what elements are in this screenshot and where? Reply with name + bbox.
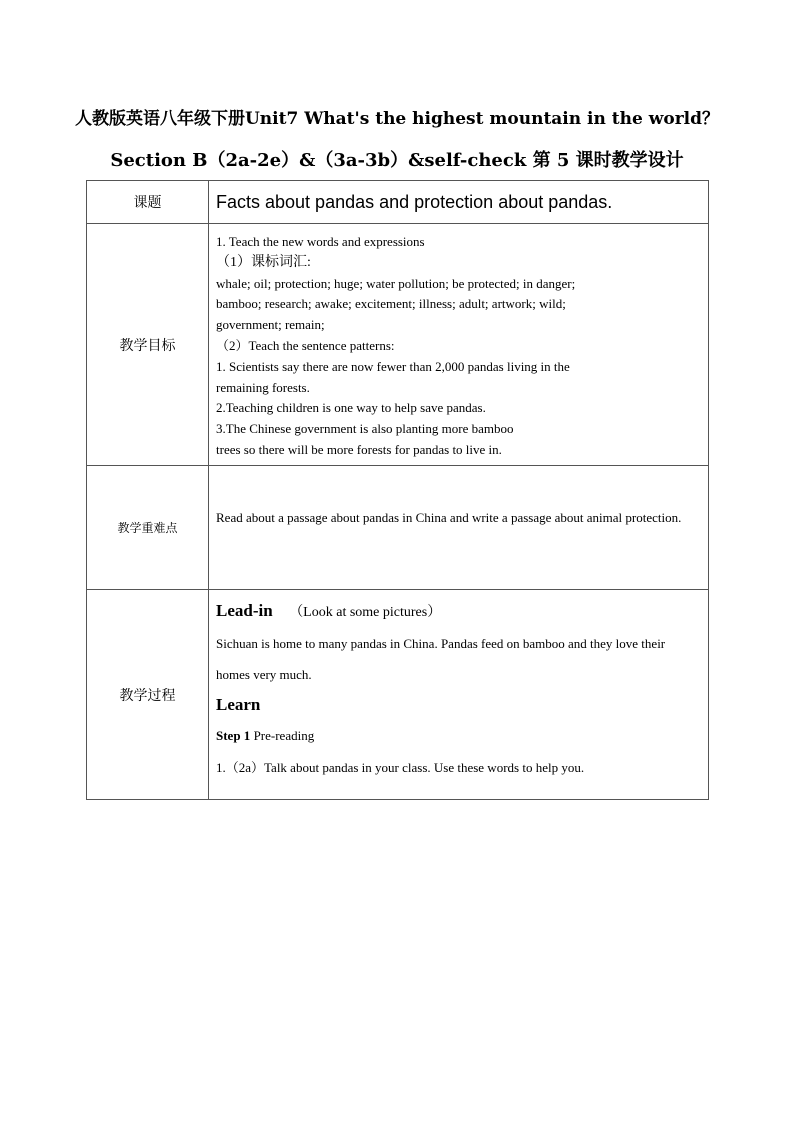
lead-in-paragraph-line: homes very much. xyxy=(216,667,312,682)
objective-line: 2.Teaching children is one way to help save pandas. xyxy=(216,400,486,416)
topic-text: Facts about pandas and protection about pandas. xyxy=(216,192,613,212)
content-objectives xyxy=(209,224,709,466)
label-difficulties: 教学重难点 xyxy=(87,466,209,590)
lesson-plan-table xyxy=(86,180,709,800)
process-text xyxy=(216,590,700,784)
objective-line: 3.The Chinese government is also planting more bamboo xyxy=(216,421,514,437)
objective-line: trees so there will be more forests for pandas to live in. xyxy=(216,441,502,457)
content-difficulties xyxy=(209,466,709,590)
label-process: 教学过程 xyxy=(87,590,209,800)
lead-in-heading: Lead-in xyxy=(216,601,273,620)
lead-in-note: （Look at some pictures） xyxy=(289,605,442,620)
content-process xyxy=(209,590,709,800)
row-difficulties xyxy=(87,466,709,590)
document-title-line-2: Section B（2a-2e）&（3a-3b）&self-check 第 5 课时教学设计 xyxy=(110,150,684,171)
label-objectives: 教学目标 xyxy=(87,224,209,466)
label-topic: 课题 xyxy=(87,181,209,224)
objective-line: （2）Teach the sentence patterns: xyxy=(216,337,395,353)
learn-heading: Learn xyxy=(216,695,261,714)
step1-label: Step 1 xyxy=(216,728,251,743)
row-objectives xyxy=(87,224,709,466)
objective-line: 1. Scientists say there are now fewer than 2,000 pandas living in the xyxy=(216,358,570,374)
process-item-1: 1.（2a）Talk about pandas in your class. Use these words to help you. xyxy=(216,760,585,775)
objectives-text xyxy=(216,224,700,461)
step1-text: Pre-reading xyxy=(250,728,315,743)
lead-in-paragraph-line: Sichuan is home to many pandas in China. Pandas feed on bamboo and they love their xyxy=(216,636,666,651)
objective-line: bamboo; research; awake; excitement; illness; adult; artwork; wild; xyxy=(216,296,566,312)
content-topic xyxy=(209,181,709,224)
objective-line: remaining forests. xyxy=(216,379,310,395)
objective-line: 1. Teach the new words and expressions xyxy=(216,234,425,249)
difficulties-text: Read about a passage about pandas in China and write a passage about animal protection. xyxy=(216,510,682,525)
row-process xyxy=(87,590,709,800)
document-title-line-1: 人教版英语八年级下册Unit7 What's the highest mountain in the world？ xyxy=(74,109,720,129)
objective-line: government; remain; xyxy=(216,317,325,333)
objective-line: whale; oil; protection; huge; water pollution; be protected; in danger; xyxy=(216,275,576,291)
row-topic xyxy=(87,181,709,224)
objective-line: （1）课标词汇: xyxy=(216,254,311,270)
